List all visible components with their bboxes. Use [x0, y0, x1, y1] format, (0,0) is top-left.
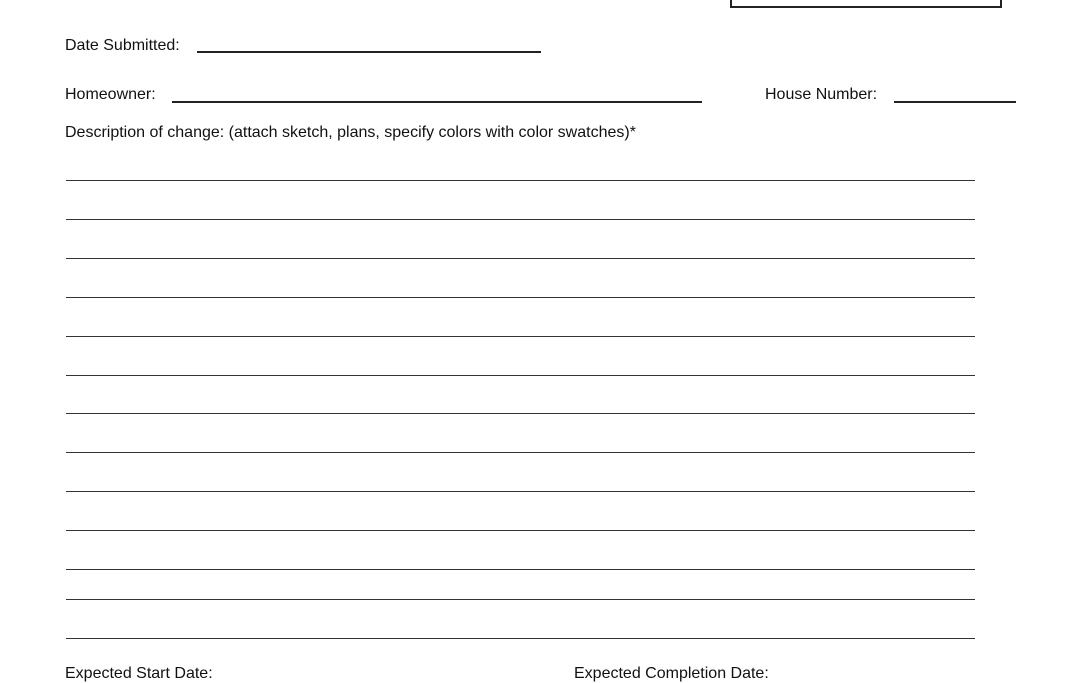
homeowner-label: Homeowner:	[65, 86, 156, 103]
description-line[interactable]	[66, 530, 975, 531]
description-line[interactable]	[66, 375, 975, 376]
date-submitted-label: Date Submitted:	[65, 37, 180, 54]
description-line[interactable]	[66, 297, 975, 298]
description-line[interactable]	[66, 452, 975, 453]
homeowner-field[interactable]	[172, 101, 702, 103]
description-label: Description of change: (attach sketch, plans, specify colors with color swatches)*	[65, 124, 636, 141]
house-number-label: House Number:	[765, 86, 878, 103]
date-submitted-field[interactable]	[197, 51, 541, 53]
description-line[interactable]	[66, 180, 975, 181]
description-line[interactable]	[66, 491, 975, 492]
house-number-field[interactable]	[894, 101, 1016, 103]
expected-completion-date-label: Expected Completion Date:	[574, 665, 769, 682]
header-box	[730, 0, 1002, 8]
expected-start-date-label: Expected Start Date:	[65, 665, 213, 682]
description-line[interactable]	[66, 599, 975, 600]
description-line[interactable]	[66, 569, 975, 570]
description-line[interactable]	[66, 336, 975, 337]
description-line[interactable]	[66, 413, 975, 414]
description-line[interactable]	[66, 258, 975, 259]
description-line[interactable]	[66, 219, 975, 220]
description-line[interactable]	[66, 638, 975, 639]
